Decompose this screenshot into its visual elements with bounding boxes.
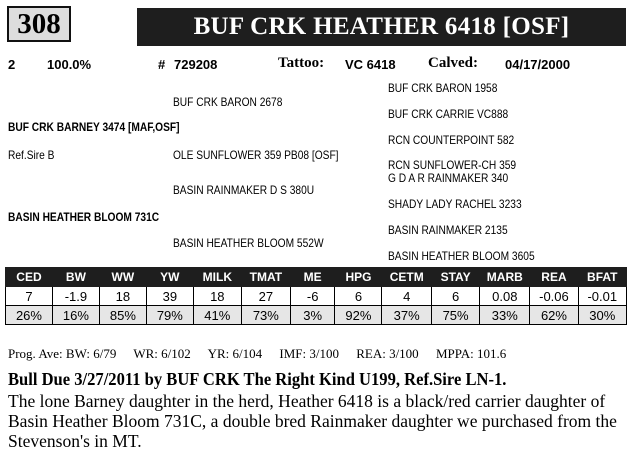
pedigree-ref-sire: Ref.Sire B — [8, 148, 55, 162]
epd-header-row — [6, 268, 627, 287]
epd-header: TMAT — [241, 268, 290, 287]
epd-header: ME — [290, 268, 335, 287]
epd-value: -0.01 — [578, 287, 626, 306]
reg-label: # — [158, 57, 166, 72]
bull-due-line: Bull Due 3/27/2011 by BUF CRK The Right Kind U199, Ref.Sire LN-1. — [8, 369, 507, 389]
description-text: The lone Barney daughter in the herd, Heather 6418 is a black/red carrier daughter of Basin Heather Bloom 731C, a double bred Rainmaker daughter we purchased from the Stevenson's in MT. — [8, 391, 617, 451]
pedigree-ggp-4: RCN SUNFLOWER-CH 359 — [388, 158, 517, 172]
epd-header: YW — [146, 268, 193, 287]
epd-value: -1.9 — [52, 287, 99, 306]
header-percent: 100.0% — [47, 57, 92, 72]
epd-header: BFAT — [578, 268, 626, 287]
calved-label: Calved: — [428, 55, 478, 71]
epd-percentile: 73% — [241, 306, 290, 325]
epd-value: 27 — [241, 287, 290, 306]
pedigree-dam-sire: BASIN RAINMAKER D S 380U — [173, 183, 315, 197]
epd-value: 0.08 — [480, 287, 530, 306]
epd-value: 18 — [99, 287, 146, 306]
pedigree-dam-dam: BASIN HEATHER BLOOM 552W — [173, 236, 324, 250]
pedigree-ggp-2: BUF CRK CARRIE VC888 — [388, 107, 509, 121]
epd-header: STAY — [431, 268, 479, 287]
epd-percentile: 30% — [578, 306, 626, 325]
progeny-averages — [8, 346, 520, 362]
epd-header: CETM — [382, 268, 432, 287]
epd-value: 18 — [193, 287, 241, 306]
pedigree-ggp-1: BUF CRK BARON 1958 — [388, 81, 498, 95]
reg-number: 729208 — [174, 57, 218, 72]
epd-header: HPG — [335, 268, 382, 287]
epd-value: -0.06 — [530, 287, 578, 306]
epd-value: -6 — [290, 287, 335, 306]
epd-percentile: 3% — [290, 306, 335, 325]
epd-percentile: 41% — [193, 306, 241, 325]
epd-table — [5, 267, 627, 325]
progeny-imf: IMF: 3/100 — [279, 346, 339, 361]
epd-value: 6 — [431, 287, 479, 306]
progeny-rea: REA: 3/100 — [356, 346, 419, 361]
pedigree-sire-dam: OLE SUNFLOWER 359 PB08 [OSF] — [173, 148, 339, 162]
epd-header: REA — [530, 268, 578, 287]
animal-name-banner: BUF CRK HEATHER 6418 [OSF] — [137, 8, 626, 46]
calved-value: 04/17/2000 — [505, 57, 571, 72]
pedigree-ggp-8: BASIN HEATHER BLOOM 3605 — [388, 249, 535, 263]
epd-value: 4 — [382, 287, 432, 306]
epd-percentile: 33% — [480, 306, 530, 325]
epd-header: MILK — [193, 268, 241, 287]
tattoo-label: Tattoo: — [278, 55, 325, 71]
epd-header: MARB — [480, 268, 530, 287]
epd-percentile: 62% — [530, 306, 578, 325]
pedigree-dam: BASIN HEATHER BLOOM 731C — [8, 210, 160, 224]
tattoo-value: VC 6418 — [345, 57, 396, 72]
pedigree-ggp-6: SHADY LADY RACHEL 3233 — [388, 197, 522, 211]
epd-percentile: 85% — [99, 306, 146, 325]
pedigree-ggp-5: G D A R RAINMAKER 340 — [388, 171, 509, 185]
epd-value: 7 — [6, 287, 53, 306]
progeny-bw: Prog. Ave: BW: 6/79 — [8, 346, 117, 361]
epd-percentile: 75% — [431, 306, 479, 325]
epd-percentile: 26% — [6, 306, 53, 325]
epd-header: CED — [6, 268, 53, 287]
lot-number: 308 — [7, 6, 71, 42]
epd-percentile-row — [6, 306, 627, 325]
epd-percentile: 37% — [382, 306, 432, 325]
epd-header: BW — [52, 268, 99, 287]
epd-value-row — [6, 287, 627, 306]
epd-value: 6 — [335, 287, 382, 306]
epd-percentile: 16% — [52, 306, 99, 325]
progeny-wr: WR: 6/102 — [133, 346, 191, 361]
pedigree-ggp-3: RCN COUNTERPOINT 582 — [388, 133, 515, 147]
pedigree-sire-sire: BUF CRK BARON 2678 — [173, 95, 283, 109]
pedigree-sire: BUF CRK BARNEY 3474 [MAF,OSF] — [8, 120, 180, 134]
epd-value: 39 — [146, 287, 193, 306]
epd-percentile: 92% — [335, 306, 382, 325]
header-count: 2 — [8, 57, 16, 72]
progeny-yr: YR: 6/104 — [207, 346, 263, 361]
progeny-mppa: MPPA: 101.6 — [435, 346, 507, 361]
epd-percentile: 79% — [146, 306, 193, 325]
pedigree-ggp-7: BASIN RAINMAKER 2135 — [388, 223, 508, 237]
epd-header: WW — [99, 268, 146, 287]
